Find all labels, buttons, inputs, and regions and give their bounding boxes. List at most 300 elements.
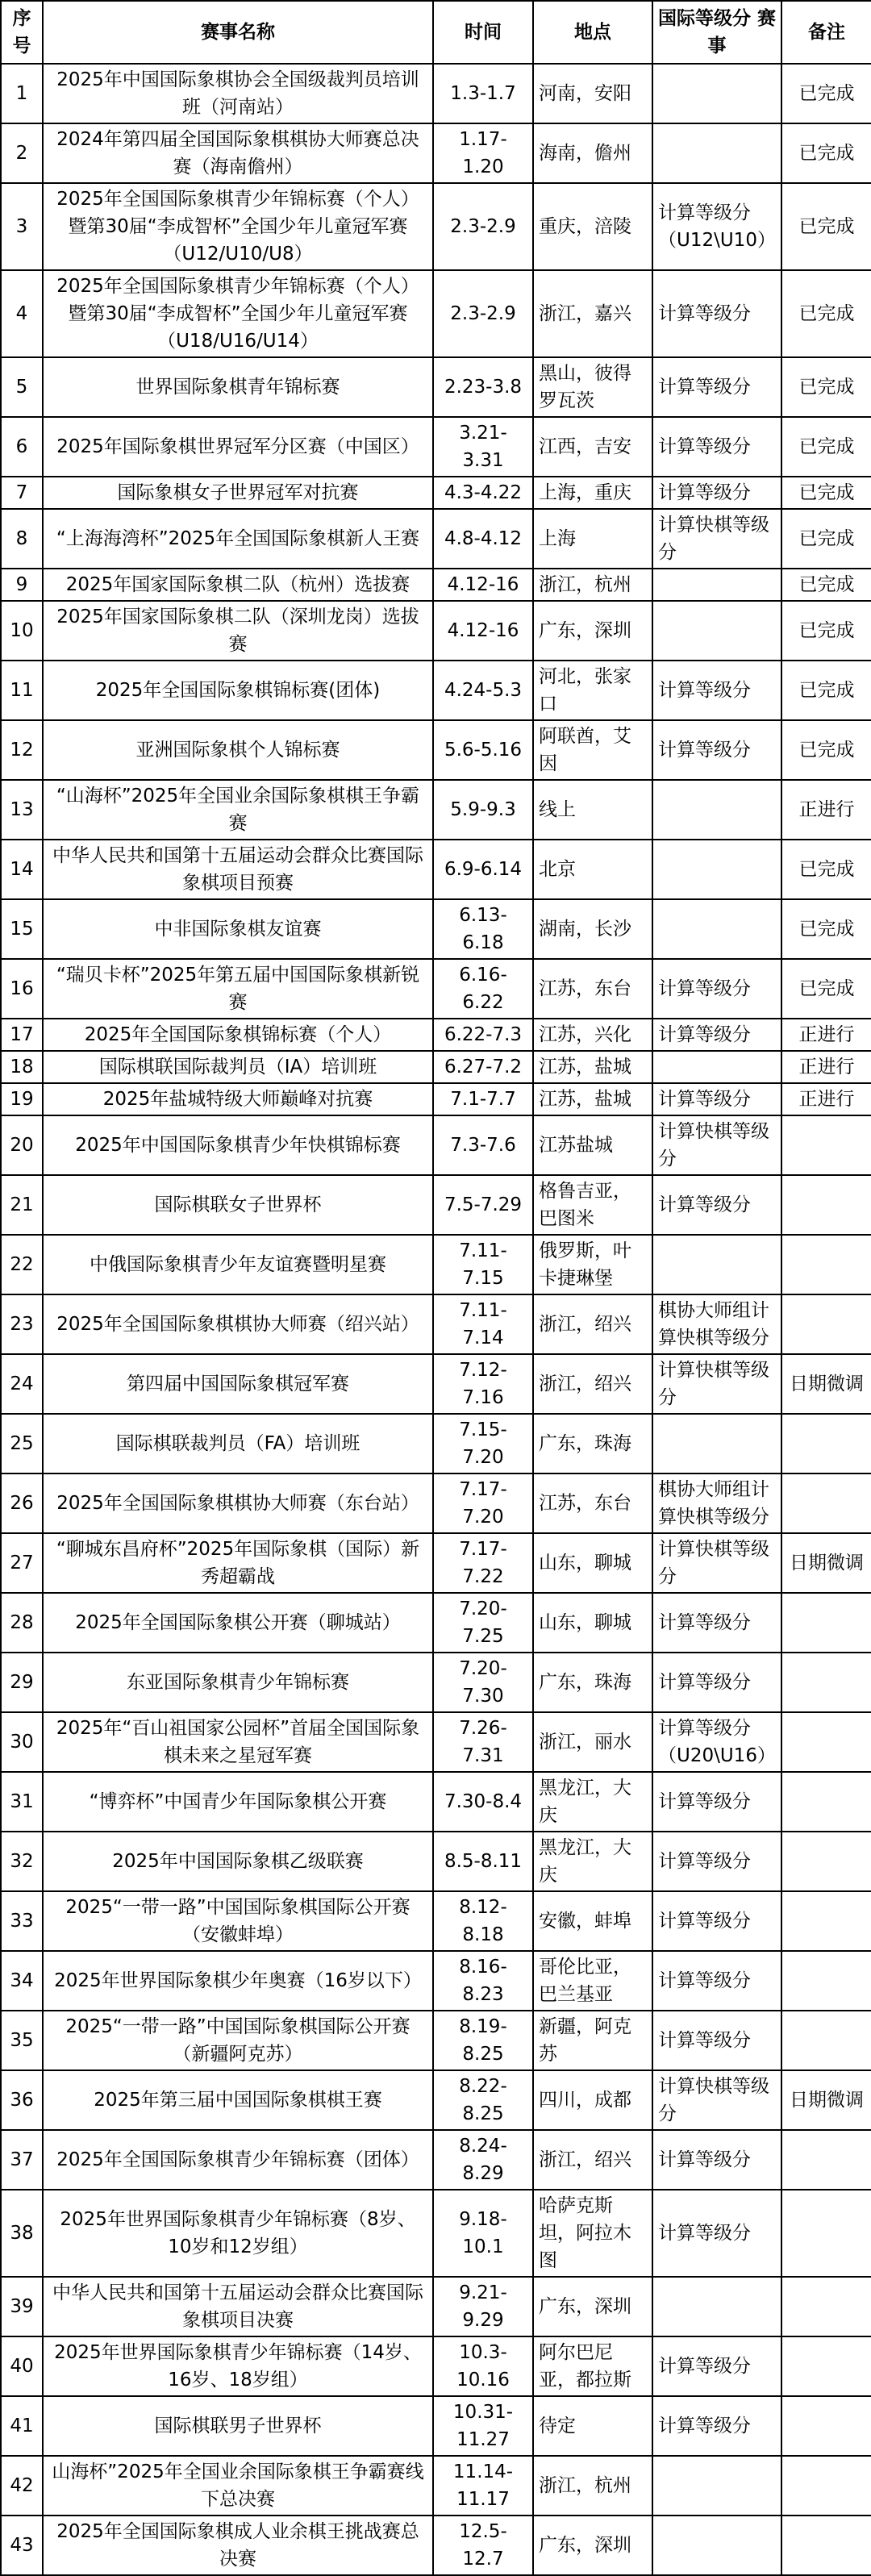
cell-rating: [652, 840, 781, 899]
table-row: [1, 2070, 871, 2130]
cell-index: 7: [1, 477, 43, 509]
cell-location: 重庆，涪陵: [533, 183, 652, 270]
cell-remark: [781, 2396, 871, 2456]
cell-index: 19: [1, 1083, 43, 1115]
cell-date: 3.21-3.31: [433, 417, 533, 477]
cell-event-name: 2025年“百山祖国家公园杯”首届全国国际象棋未来之星冠军赛: [43, 1712, 433, 1772]
cell-index: 31: [1, 1772, 43, 1832]
table-row: [1, 509, 871, 569]
cell-date: 4.8-4.12: [433, 509, 533, 569]
cell-remark: 已完成: [781, 477, 871, 509]
cell-remark: [781, 1115, 871, 1175]
cell-date: 7.20-7.25: [433, 1593, 533, 1653]
cell-location: 浙江，嘉兴: [533, 270, 652, 357]
cell-rating: 计算等级分: [652, 1891, 781, 1951]
cell-index: 4: [1, 270, 43, 357]
table-row: [1, 601, 871, 661]
cell-location: 阿联酋，艾因: [533, 720, 652, 780]
cell-location: 广东，深圳: [533, 2277, 652, 2336]
cell-date: 5.6-5.16: [433, 720, 533, 780]
cell-index: 10: [1, 601, 43, 661]
cell-date: 8.16-8.23: [433, 1951, 533, 2011]
table-row: [1, 1294, 871, 1354]
table-row: [1, 899, 871, 959]
cell-remark: [781, 1235, 871, 1294]
cell-location: 广东，珠海: [533, 1414, 652, 1473]
cell-index: 35: [1, 2011, 43, 2070]
cell-event-name: 亚洲国际象棋个人锦标赛: [43, 720, 433, 780]
cell-remark: [781, 2336, 871, 2396]
cell-rating: 计算等级分: [652, 1593, 781, 1653]
cell-rating: 计算等级分: [652, 357, 781, 417]
cell-event-name: 国际棋联女子世界杯: [43, 1175, 433, 1235]
cell-event-name: 2025年中国国际象棋青少年快棋锦标赛: [43, 1115, 433, 1175]
table-row: [1, 840, 871, 899]
cell-location: 黑山，彼得罗瓦茨: [533, 357, 652, 417]
cell-date: 10.3-10.16: [433, 2336, 533, 2396]
cell-remark: 正进行: [781, 1083, 871, 1115]
cell-rating: 计算等级分: [652, 1083, 781, 1115]
cell-rating: 棋协大师组计算快棋等级分: [652, 1294, 781, 1354]
cell-event-name: “上海海湾杯”2025年全国国际象棋新人王赛: [43, 509, 433, 569]
cell-event-name: 东亚国际象棋青少年锦标赛: [43, 1653, 433, 1712]
cell-index: 27: [1, 1533, 43, 1593]
cell-date: 4.3-4.22: [433, 477, 533, 509]
cell-rating: 计算快棋等级分: [652, 1354, 781, 1414]
cell-remark: 正进行: [781, 1051, 871, 1083]
table-row: [1, 1083, 871, 1115]
cell-remark: [781, 1951, 871, 2011]
cell-rating: 计算等级分: [652, 1951, 781, 2011]
cell-location: 安徽，蚌埠: [533, 1891, 652, 1951]
cell-event-name: “聊城东昌府杯”2025年国际象棋（国际）新秀超霸战: [43, 1533, 433, 1593]
cell-event-name: 2025年第三届中国国际象棋棋王赛: [43, 2070, 433, 2130]
cell-index: 43: [1, 2516, 43, 2575]
cell-rating: [652, 2516, 781, 2575]
cell-event-name: 2025“一带一路”中国国际象棋国际公开赛（新疆阿克苏）: [43, 2011, 433, 2070]
cell-location: 江西，吉安: [533, 417, 652, 477]
table-row: [1, 270, 871, 357]
cell-location: 河南，安阳: [533, 64, 652, 123]
cell-remark: 日期微调: [781, 1354, 871, 1414]
cell-date: 8.5-8.11: [433, 1832, 533, 1891]
cell-index: 16: [1, 959, 43, 1019]
cell-event-name: 2025“一带一路”中国国际象棋国际公开赛（安徽蚌埠）: [43, 1891, 433, 1951]
cell-date: 7.12-7.16: [433, 1354, 533, 1414]
cell-rating: 计算等级分: [652, 1832, 781, 1891]
cell-date: 6.16-6.22: [433, 959, 533, 1019]
cell-index: 5: [1, 357, 43, 417]
cell-date: 4.24-5.3: [433, 661, 533, 720]
cell-rating: 计算等级分: [652, 1772, 781, 1832]
cell-date: 7.1-7.7: [433, 1083, 533, 1115]
cell-rating: [652, 64, 781, 123]
cell-index: 36: [1, 2070, 43, 2130]
cell-location: 待定: [533, 2396, 652, 2456]
cell-location: 江苏，盐城: [533, 1083, 652, 1115]
cell-index: 18: [1, 1051, 43, 1083]
table-row: [1, 64, 871, 123]
col-header-remark: 备注: [781, 1, 871, 64]
table-row: [1, 2456, 871, 2516]
cell-event-name: 国际棋联裁判员（FA）培训班: [43, 1414, 433, 1473]
cell-remark: [781, 1772, 871, 1832]
cell-remark: 日期微调: [781, 1533, 871, 1593]
cell-date: 9.21-9.29: [433, 2277, 533, 2336]
cell-rating: [652, 123, 781, 183]
cell-remark: 已完成: [781, 64, 871, 123]
table-row: [1, 1832, 871, 1891]
cell-event-name: 2025年全国国际象棋棋协大师赛（东台站）: [43, 1473, 433, 1533]
table-row: [1, 477, 871, 509]
cell-rating: 计算等级分: [652, 720, 781, 780]
cell-index: 8: [1, 509, 43, 569]
cell-remark: [781, 1891, 871, 1951]
cell-index: 41: [1, 2396, 43, 2456]
table-row: [1, 1951, 871, 2011]
cell-date: 6.22-7.3: [433, 1019, 533, 1051]
cell-date: 2.3-2.9: [433, 270, 533, 357]
col-header-index: 序号: [1, 1, 43, 64]
cell-remark: [781, 1473, 871, 1533]
cell-rating: [652, 1414, 781, 1473]
cell-rating: 计算等级分: [652, 661, 781, 720]
cell-remark: [781, 2516, 871, 2575]
cell-event-name: 2025年国家国际象棋二队（杭州）选拔赛: [43, 569, 433, 601]
cell-rating: [652, 1235, 781, 1294]
cell-rating: 计算等级分（U20\U16）: [652, 1712, 781, 1772]
table-row: [1, 1533, 871, 1593]
cell-location: 哥伦比亚，巴兰基亚: [533, 1951, 652, 2011]
cell-rating: 棋协大师组计算快棋等级分: [652, 1473, 781, 1533]
cell-event-name: 国际象棋女子世界冠军对抗赛: [43, 477, 433, 509]
cell-index: 24: [1, 1354, 43, 1414]
cell-location: 哈萨克斯坦，阿拉木图: [533, 2190, 652, 2277]
cell-location: 浙江，杭州: [533, 2456, 652, 2516]
cell-event-name: “博弈杯”中国青少年国际象棋公开赛: [43, 1772, 433, 1832]
cell-remark: 日期微调: [781, 2070, 871, 2130]
cell-event-name: 中华人民共和国第十五届运动会群众比赛国际象棋项目决赛: [43, 2277, 433, 2336]
table-row: [1, 2011, 871, 2070]
cell-index: 15: [1, 899, 43, 959]
cell-event-name: 世界国际象棋青年锦标赛: [43, 357, 433, 417]
table-row: [1, 123, 871, 183]
cell-remark: [781, 1175, 871, 1235]
cell-location: 广东，深圳: [533, 601, 652, 661]
cell-index: 25: [1, 1414, 43, 1473]
cell-location: 江苏，东台: [533, 959, 652, 1019]
cell-remark: 已完成: [781, 840, 871, 899]
cell-remark: [781, 1294, 871, 1354]
cell-index: 21: [1, 1175, 43, 1235]
cell-remark: 已完成: [781, 509, 871, 569]
cell-rating: 计算等级分: [652, 2130, 781, 2190]
cell-rating: [652, 899, 781, 959]
table-row: [1, 1235, 871, 1294]
table-row: [1, 2190, 871, 2277]
cell-index: 22: [1, 1235, 43, 1294]
cell-location: 山东，聊城: [533, 1533, 652, 1593]
table-row: [1, 1354, 871, 1414]
cell-remark: 已完成: [781, 123, 871, 183]
cell-index: 33: [1, 1891, 43, 1951]
cell-date: 12.5-12.7: [433, 2516, 533, 2575]
cell-location: 阿尔巴尼亚，都拉斯: [533, 2336, 652, 2396]
table-row: [1, 2336, 871, 2396]
cell-event-name: 2025年全国国际象棋棋协大师赛（绍兴站）: [43, 1294, 433, 1354]
cell-index: 37: [1, 2130, 43, 2190]
cell-remark: [781, 1593, 871, 1653]
cell-date: 7.17-7.20: [433, 1473, 533, 1533]
table-row: [1, 183, 871, 270]
cell-remark: 已完成: [781, 357, 871, 417]
cell-index: 30: [1, 1712, 43, 1772]
cell-event-name: “瑞贝卡杯”2025年第五届中国国际象棋新锐赛: [43, 959, 433, 1019]
cell-event-name: 2025年全国国际象棋公开赛（聊城站）: [43, 1593, 433, 1653]
cell-event-name: 2025年世界国际象棋青少年锦标赛（8岁、10岁和12岁组）: [43, 2190, 433, 2277]
table-row: [1, 959, 871, 1019]
cell-remark: 正进行: [781, 1019, 871, 1051]
cell-rating: [652, 601, 781, 661]
cell-rating: 计算等级分: [652, 1653, 781, 1712]
cell-remark: [781, 2277, 871, 2336]
cell-index: 2: [1, 123, 43, 183]
cell-date: 8.12-8.18: [433, 1891, 533, 1951]
cell-date: 8.19-8.25: [433, 2011, 533, 2070]
cell-index: 26: [1, 1473, 43, 1533]
table-row: [1, 1891, 871, 1951]
header-row: [1, 1, 871, 64]
cell-rating: 计算等级分: [652, 2336, 781, 2396]
table-row: [1, 1712, 871, 1772]
cell-event-name: 2025年中国国际象棋协会全国级裁判员培训班（河南站）: [43, 64, 433, 123]
cell-rating: 计算快棋等级分: [652, 509, 781, 569]
cell-event-name: 2025年全国国际象棋青少年锦标赛（个人）暨第30届“李成智杯”全国少年儿童冠军赛（U12/U10/U8）: [43, 183, 433, 270]
table-row: [1, 2396, 871, 2456]
cell-index: 14: [1, 840, 43, 899]
table-row: [1, 417, 871, 477]
cell-location: 江苏盐城: [533, 1115, 652, 1175]
cell-date: 8.24-8.29: [433, 2130, 533, 2190]
cell-index: 42: [1, 2456, 43, 2516]
cell-location: 浙江，绍兴: [533, 1354, 652, 1414]
cell-remark: [781, 1832, 871, 1891]
cell-event-name: 2025年世界国际象棋青少年锦标赛（14岁、16岁、18岁组）: [43, 2336, 433, 2396]
cell-event-name: 2025年盐城特级大师巅峰对抗赛: [43, 1083, 433, 1115]
cell-remark: [781, 1653, 871, 1712]
cell-event-name: 山海杯”2025年全国业余国际象棋王争霸赛线下总决赛: [43, 2456, 433, 2516]
cell-remark: 已完成: [781, 959, 871, 1019]
cell-location: 浙江，杭州: [533, 569, 652, 601]
cell-location: 新疆，阿克苏: [533, 2011, 652, 2070]
cell-remark: [781, 1414, 871, 1473]
table-row: [1, 661, 871, 720]
cell-index: 40: [1, 2336, 43, 2396]
cell-event-name: 2025年中国国际象棋乙级联赛: [43, 1832, 433, 1891]
cell-date: 2.3-2.9: [433, 183, 533, 270]
cell-index: 38: [1, 2190, 43, 2277]
cell-event-name: 2025年国际象棋世界冠军分区赛（中国区）: [43, 417, 433, 477]
table-row: [1, 1473, 871, 1533]
cell-remark: [781, 2130, 871, 2190]
cell-index: 9: [1, 569, 43, 601]
cell-date: 7.5-7.29: [433, 1175, 533, 1235]
cell-index: 32: [1, 1832, 43, 1891]
cell-remark: [781, 2456, 871, 2516]
cell-remark: [781, 2011, 871, 2070]
cell-remark: 正进行: [781, 780, 871, 840]
cell-remark: 已完成: [781, 720, 871, 780]
table-row: [1, 1051, 871, 1083]
table-row: [1, 720, 871, 780]
cell-rating: 计算等级分（U12\U10）: [652, 183, 781, 270]
cell-location: 上海，重庆: [533, 477, 652, 509]
cell-location: 山东，聊城: [533, 1593, 652, 1653]
cell-event-name: 中华人民共和国第十五届运动会群众比赛国际象棋项目预赛: [43, 840, 433, 899]
cell-location: 黑龙江，大庆: [533, 1832, 652, 1891]
col-header-date: 时间: [433, 1, 533, 64]
col-header-event-name: 赛事名称: [43, 1, 433, 64]
cell-location: 浙江，绍兴: [533, 1294, 652, 1354]
cell-location: 广东，深圳: [533, 2516, 652, 2575]
cell-location: 格鲁吉亚，巴图米: [533, 1175, 652, 1235]
cell-event-name: 第四届中国国际象棋冠军赛: [43, 1354, 433, 1414]
cell-date: 7.17-7.22: [433, 1533, 533, 1593]
cell-event-name: 国际棋联国际裁判员（IA）培训班: [43, 1051, 433, 1083]
cell-date: 7.11-7.14: [433, 1294, 533, 1354]
cell-date: 7.20-7.30: [433, 1653, 533, 1712]
cell-date: 7.30-8.4: [433, 1772, 533, 1832]
cell-rating: 计算快棋等级分: [652, 2070, 781, 2130]
cell-location: 北京: [533, 840, 652, 899]
table-row: [1, 2277, 871, 2336]
cell-remark: 已完成: [781, 270, 871, 357]
cell-date: 8.22-8.25: [433, 2070, 533, 2130]
cell-date: 10.31-11.27: [433, 2396, 533, 2456]
cell-event-name: 2025年全国国际象棋成人业余棋王挑战赛总决赛: [43, 2516, 433, 2575]
cell-date: 11.14-11.17: [433, 2456, 533, 2516]
cell-rating: 计算等级分: [652, 417, 781, 477]
cell-rating: 计算快棋等级分: [652, 1533, 781, 1593]
cell-location: 俄罗斯，叶卡捷琳堡: [533, 1235, 652, 1294]
cell-event-name: 2025年世界国际象棋少年奥赛（16岁以下）: [43, 1951, 433, 2011]
cell-location: 湖南，长沙: [533, 899, 652, 959]
cell-rating: [652, 780, 781, 840]
cell-location: 上海: [533, 509, 652, 569]
cell-location: 河北，张家口: [533, 661, 652, 720]
cell-index: 12: [1, 720, 43, 780]
col-header-rating: 国际等级分 赛事: [652, 1, 781, 64]
table-row: [1, 1115, 871, 1175]
cell-location: 四川，成都: [533, 2070, 652, 2130]
cell-index: 3: [1, 183, 43, 270]
table-row: [1, 1653, 871, 1712]
cell-location: 浙江，绍兴: [533, 2130, 652, 2190]
cell-event-name: 中非国际象棋友谊赛: [43, 899, 433, 959]
cell-date: 7.3-7.6: [433, 1115, 533, 1175]
cell-event-name: 2025年全国国际象棋青少年锦标赛（团体）: [43, 2130, 433, 2190]
cell-location: 海南，儋州: [533, 123, 652, 183]
cell-date: 7.11-7.15: [433, 1235, 533, 1294]
cell-remark: 已完成: [781, 183, 871, 270]
cell-event-name: “山海杯”2025年全国业余国际象棋棋王争霸赛: [43, 780, 433, 840]
cell-rating: 计算等级分: [652, 2190, 781, 2277]
table-row: [1, 1414, 871, 1473]
table-row: [1, 2516, 871, 2575]
col-header-location: 地点: [533, 1, 652, 64]
cell-date: 7.15-7.20: [433, 1414, 533, 1473]
cell-rating: 计算等级分: [652, 270, 781, 357]
cell-rating: [652, 2456, 781, 2516]
cell-remark: [781, 1712, 871, 1772]
cell-date: 4.12-16: [433, 601, 533, 661]
cell-location: 浙江，丽水: [533, 1712, 652, 1772]
cell-rating: 计算快棋等级分: [652, 1115, 781, 1175]
table-row: [1, 1772, 871, 1832]
cell-index: 29: [1, 1653, 43, 1712]
cell-event-name: 2025年国家国际象棋二队（深圳龙岗）选拔赛: [43, 601, 433, 661]
table-row: [1, 1175, 871, 1235]
cell-event-name: 2024年第四届全国国际象棋棋协大师赛总决赛（海南儋州）: [43, 123, 433, 183]
cell-remark: 已完成: [781, 661, 871, 720]
cell-date: 7.26-7.31: [433, 1712, 533, 1772]
cell-index: 1: [1, 64, 43, 123]
cell-rating: 计算等级分: [652, 959, 781, 1019]
cell-location: 江苏，盐城: [533, 1051, 652, 1083]
cell-location: 江苏，兴化: [533, 1019, 652, 1051]
cell-remark: 已完成: [781, 601, 871, 661]
table-row: [1, 2130, 871, 2190]
cell-rating: [652, 1051, 781, 1083]
cell-event-name: 国际棋联男子世界杯: [43, 2396, 433, 2456]
cell-rating: 计算等级分: [652, 1175, 781, 1235]
cell-location: 广东，珠海: [533, 1653, 652, 1712]
cell-remark: 已完成: [781, 569, 871, 601]
cell-index: 13: [1, 780, 43, 840]
table-row: [1, 1593, 871, 1653]
cell-index: 6: [1, 417, 43, 477]
cell-date: 1.17-1.20: [433, 123, 533, 183]
cell-index: 28: [1, 1593, 43, 1653]
cell-date: 6.9-6.14: [433, 840, 533, 899]
cell-date: 5.9-9.3: [433, 780, 533, 840]
table-row: [1, 357, 871, 417]
table-row: [1, 569, 871, 601]
cell-index: 11: [1, 661, 43, 720]
cell-remark: 已完成: [781, 417, 871, 477]
cell-rating: 计算等级分: [652, 2396, 781, 2456]
cell-location: 江苏，东台: [533, 1473, 652, 1533]
cell-date: 6.13-6.18: [433, 899, 533, 959]
cell-rating: [652, 2277, 781, 2336]
cell-location: 线上: [533, 780, 652, 840]
cell-remark: [781, 2190, 871, 2277]
cell-remark: 已完成: [781, 899, 871, 959]
cell-index: 20: [1, 1115, 43, 1175]
table-row: [1, 1019, 871, 1051]
cell-event-name: 中俄国际象棋青少年友谊赛暨明星赛: [43, 1235, 433, 1294]
cell-index: 39: [1, 2277, 43, 2336]
table-row: [1, 780, 871, 840]
cell-date: 2.23-3.8: [433, 357, 533, 417]
cell-date: 4.12-16: [433, 569, 533, 601]
cell-date: 6.27-7.2: [433, 1051, 533, 1083]
cell-date: 9.18-10.1: [433, 2190, 533, 2277]
cell-event-name: 2025年全国国际象棋锦标赛(团体): [43, 661, 433, 720]
cell-rating: 计算等级分: [652, 477, 781, 509]
cell-rating: 计算等级分: [652, 2011, 781, 2070]
cell-index: 23: [1, 1294, 43, 1354]
